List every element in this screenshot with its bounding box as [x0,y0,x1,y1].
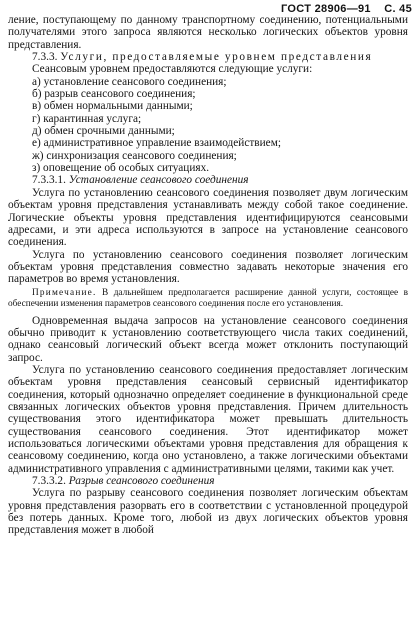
section-heading-7-3-3-2 [8,475,408,487]
section-title: Услуги, предоставляемые уровнем представления [60,51,373,64]
list-item: д) обмен срочными данными; [32,125,175,138]
list-item: е) административное управление взаимодействием; [32,137,281,150]
list-item: а) установление сеансового соединения; [32,75,227,88]
section-number: 7.3.3. [32,51,58,64]
paragraph: Услуга по установлению сеансового соединения предоставляет логическим объектам уровня представления сеансовый сервисный идентификатор соединения, который однозначно определяет соединение в функциональной среде связанных логических объектов уровня представления. Причем длительность существования этого идентификатора может превышать длительность существования сеансового соединения. Этот идентификатор может использоваться логическими объектами уровня представления для обращения к сеансовому соединению, когда оно установлено, а также логическими объектами административного управления с административными целями, такими как учет. [8,363,408,475]
standard-number: ГОСТ 28906—91 [281,3,371,15]
note-label: Примечание. [32,287,97,298]
section-number: 7.3.3.1. [32,174,66,187]
paragraph: Услуга по установлению сеансового соединения позволяет двум логическим объектам уровня представления устанавливать между собой такое соединение. Логические объекты уровня представления идентифицируются сеансовыми адресами, и эти адреса используются в запросе на установление сеансового соединения. [8,186,408,249]
note [8,288,408,310]
section-title: Разрыв сеансового соединения [68,475,215,488]
list-item: б) разрыв сеансового соединения; [32,88,196,101]
paragraph-continuation: ление, поступающему по данному транспортному соединению, потенциальными получателями этого запроса являются несколько логических объектов уровня представления. [8,14,408,51]
page-body [8,14,408,537]
paragraph: Одновременная выдача запросов на установление сеансового соединения обычно приводит к установлению соответствующего числа таких соединений, однако сеансовый логический объект всегда может отклонить поступающий запрос. [8,314,408,364]
services-intro: Сеансовым уровнем предоставляются следующие услуги: [32,63,313,76]
paragraph: Услуга по установлению сеансового соединения позволяет логическим объектам уровня представления совместно задавать некоторые значения его параметров во время установления. [8,248,408,286]
page-number: С. 45 [384,3,412,15]
section-number: 7.3.3.2. [32,475,66,488]
list-item: г) карантинная услуга; [32,112,142,125]
section-title: Установление сеансового соединения [68,174,249,187]
list-item: в) обмен нормальными данными; [32,100,193,113]
list-item: з) оповещение об особых ситуациях. [32,162,210,175]
section-heading-7-3-3-1 [8,174,408,186]
paragraph: Услуга по разрыву сеансового соединения позволяет логическим объектам уровня представления разорвать его в соответствии с установленной процедурой без потерь данных. Кроме того, любой из двух логических объектов уровня представления может в любой [8,487,408,537]
services-list [8,76,408,175]
list-item: ж) синхронизация сеансового соединения; [32,149,237,162]
note-text: В дальнейшем предполагается расширение данной услуги, состоящее в обеспечении изменения параметров сеансового соединения после его установления. [8,287,409,309]
section-heading-7-3-3 [8,51,408,63]
